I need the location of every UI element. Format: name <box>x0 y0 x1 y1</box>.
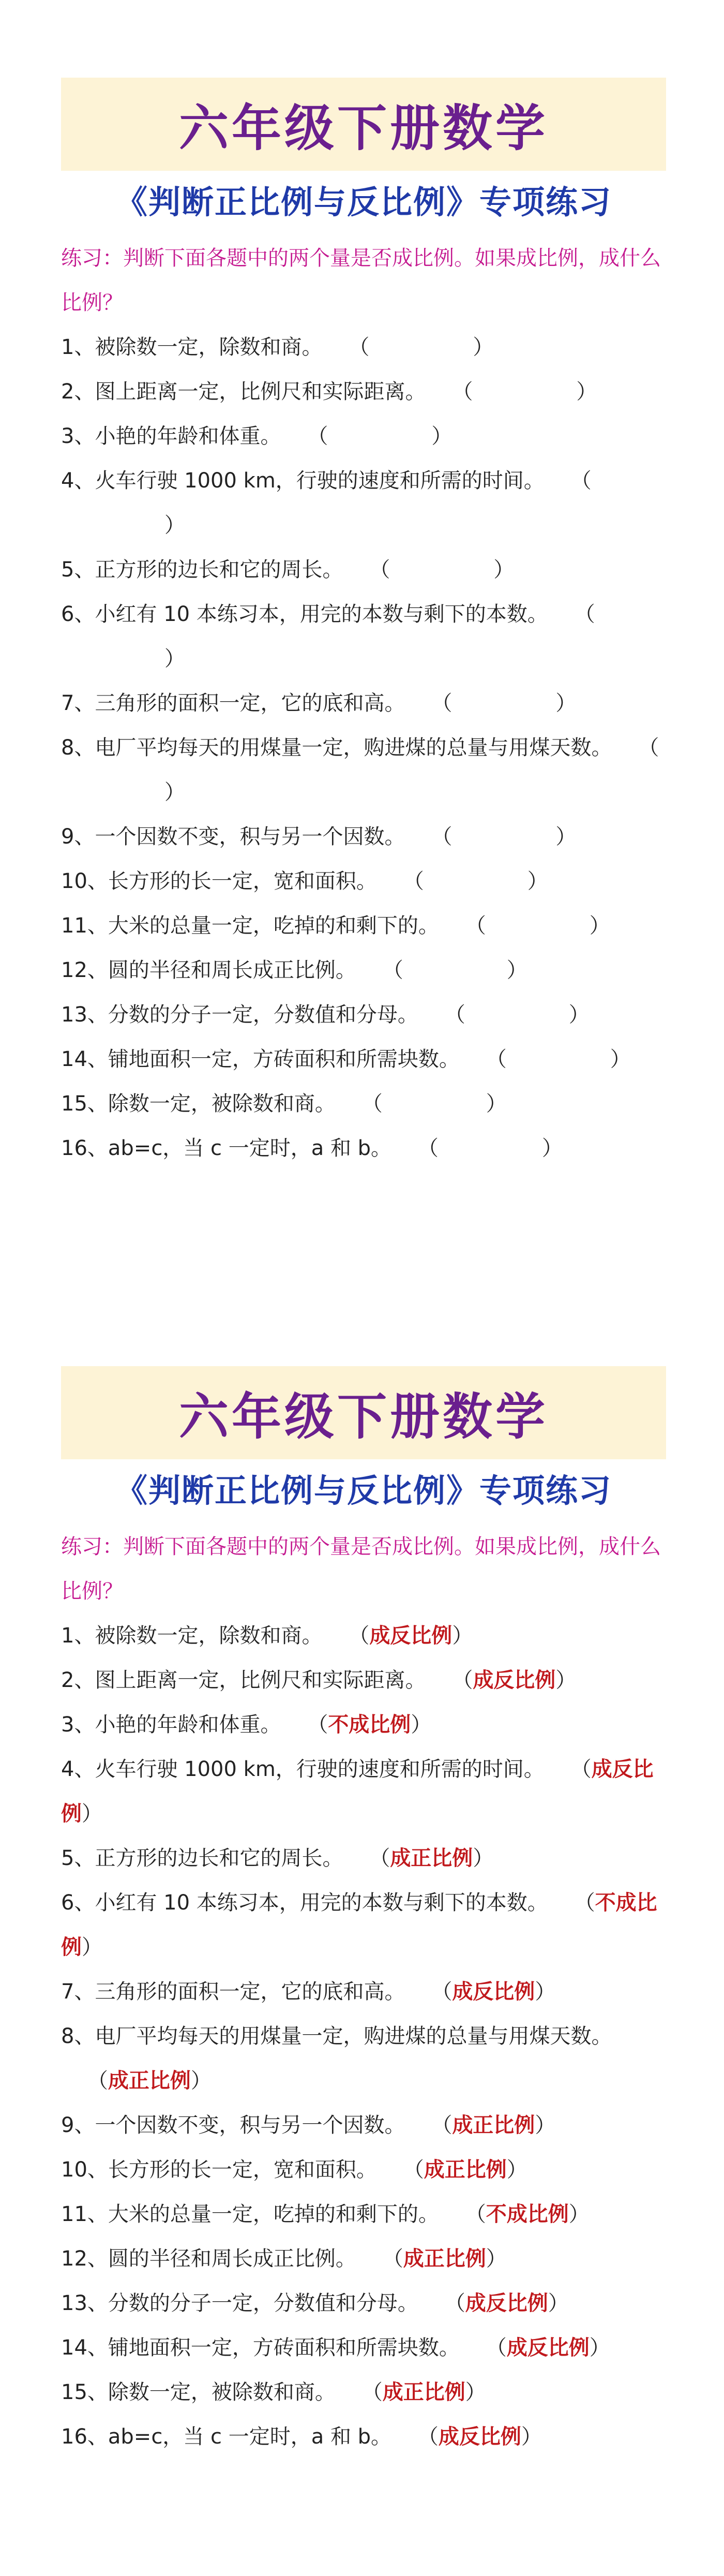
subtitle: 《判断正比例与反比例》专项练习 <box>115 183 612 221</box>
answer-bracket-open: （ <box>570 1757 592 1781</box>
question-item <box>61 726 666 815</box>
question-item <box>61 2148 666 2192</box>
answer-blank: 不成比例 <box>328 1713 411 1737</box>
answer-bracket-close: ） <box>465 2380 486 2404</box>
question-item <box>61 2237 666 2281</box>
instruction: 练习：判断下面各题中的两个量是否成比例。如果成比例，成什么比例？ <box>61 1535 661 1603</box>
question-text: 1、被除数一定，除数和商。 <box>61 1624 323 1648</box>
question-text: 15、除数一定，被除数和商。 <box>61 2380 336 2404</box>
answer-blank: 成反比例 <box>438 2425 521 2449</box>
answer-blank: 成反比例 <box>465 2291 548 2315</box>
answer-bracket-open: （ <box>361 1092 383 1116</box>
question-text: 4、火车行驶 1000 km，行驶的速度和所需的时间。 <box>61 469 545 493</box>
answer-bracket-open: （ <box>486 1047 507 1071</box>
answer-bracket-close: ） <box>486 1092 507 1116</box>
question-item <box>61 458 666 547</box>
question-text: 16、ab=c，当 c 一定时，a 和 b。 <box>61 1136 392 1160</box>
question-text: 2、图上距离一定，比例尺和实际距离。 <box>61 1668 426 1692</box>
answer-bracket-close: ） <box>555 825 577 849</box>
answer-bracket-open: （ <box>361 2380 383 2404</box>
question-text: 9、一个因数不变，积与另一个因数。 <box>61 825 405 849</box>
answer-bracket-close: ） <box>164 780 185 804</box>
answer-bracket-close: ） <box>493 558 515 582</box>
answer-bracket-open: （ <box>307 1713 328 1737</box>
question-text: 8、电厂平均每天的用煤量一定，购进煤的总量与用煤天数。 <box>61 2024 612 2048</box>
question-item <box>61 681 666 726</box>
answer-bracket-close: ） <box>555 1668 577 1692</box>
answer-bracket-close: ） <box>82 1935 102 1959</box>
answer-bracket-open: （ <box>382 2247 403 2271</box>
answer-bracket-open: （ <box>574 602 595 626</box>
question-item <box>61 2014 666 2103</box>
answer-blank: 成正比例 <box>452 2113 535 2137</box>
main-title: 六年级下册数学 <box>179 99 548 157</box>
question-item <box>61 2192 666 2237</box>
answer-bracket-close: ） <box>452 1624 473 1648</box>
answer-bracket-open: （ <box>382 958 403 982</box>
question-text: 1、被除数一定，除数和商。 <box>61 335 323 359</box>
question-list <box>61 325 666 1171</box>
question-item <box>61 1747 666 1836</box>
answer-bracket-close: ） <box>190 2069 212 2093</box>
answer-blank: 不成比例 <box>486 2202 569 2226</box>
answer-bracket-close: ） <box>568 1003 590 1027</box>
answer-blank: 成正比例 <box>108 2069 191 2093</box>
answer-bracket-close: ） <box>535 1980 556 2004</box>
answer-bracket-open: （ <box>444 1003 465 1027</box>
question-text: 13、分数的分子一定，分数值和分母。 <box>61 1003 418 1027</box>
question-item <box>61 1082 666 1126</box>
answer-bracket-close: ） <box>164 513 185 537</box>
question-item <box>61 859 666 904</box>
answer-bracket-close: ） <box>473 1846 494 1870</box>
instruction: 练习：判断下面各题中的两个量是否成比例。如果成比例，成什么比例？ <box>61 246 661 315</box>
answer-bracket-close: ） <box>527 869 548 893</box>
answer-bracket-close: ） <box>568 2202 590 2226</box>
answer-bracket-close: ） <box>589 914 610 938</box>
question-text: 3、小艳的年龄和体重。 <box>61 424 281 448</box>
question-item <box>61 1836 666 1881</box>
question-item <box>61 815 666 859</box>
answer-blank: 成反比例 <box>473 1668 556 1692</box>
answer-bracket-open: （ <box>638 736 659 760</box>
main-title: 六年级下册数学 <box>179 1387 548 1446</box>
question-text: 15、除数一定，被除数和商。 <box>61 1092 336 1116</box>
answer-bracket-open: （ <box>369 1846 390 1870</box>
question-text: 7、三角形的面积一定，它的底和高。 <box>61 691 405 715</box>
answer-bracket-close: ） <box>541 1136 563 1160</box>
answer-bracket-open: （ <box>452 380 473 404</box>
answer-bracket-open: （ <box>417 1136 439 1160</box>
question-text: 11、大米的总量一定，吃掉的和剩下的。 <box>61 914 439 938</box>
question-item <box>61 2415 666 2459</box>
answer-bracket-open: （ <box>349 1624 370 1648</box>
question-item <box>61 948 666 993</box>
answer-bracket-close: ） <box>610 1047 631 1071</box>
answer-bracket-open: （ <box>431 1980 452 2004</box>
worksheet-blank <box>61 78 666 1171</box>
answer-bracket-close: ） <box>82 1802 102 1826</box>
question-text: 5、正方形的边长和它的周长。 <box>61 558 343 582</box>
answer-blank: 成反比例 <box>452 1980 535 2004</box>
answer-bracket-open: （ <box>465 914 486 938</box>
answer-bracket-close: ） <box>506 958 527 982</box>
question-item <box>61 1613 666 1658</box>
question-text: 12、圆的半径和周长成正比例。 <box>61 958 356 982</box>
question-text: 3、小艳的年龄和体重。 <box>61 1713 281 1737</box>
answer-bracket-close: ） <box>576 380 597 404</box>
answer-bracket-open: （ <box>403 2158 424 2182</box>
answer-bracket-open: （ <box>570 469 592 493</box>
question-text: 16、ab=c，当 c 一定时，a 和 b。 <box>61 2425 392 2449</box>
answer-bracket-close: ） <box>473 335 494 359</box>
answer-blank: 不成比例 <box>61 1891 657 1959</box>
question-item <box>61 414 666 458</box>
answer-bracket-open: （ <box>431 2113 452 2137</box>
answer-bracket-open: （ <box>444 2291 465 2315</box>
question-text: 6、小红有 10 本练习本，用完的本数与剩下的本数。 <box>61 602 548 626</box>
question-item <box>61 1702 666 1747</box>
question-item <box>61 1658 666 1702</box>
question-item <box>61 325 666 369</box>
answer-bracket-close: ） <box>521 2425 542 2449</box>
subtitle: 《判断正比例与反比例》专项练习 <box>115 1472 612 1509</box>
answer-bracket-open: （ <box>403 869 424 893</box>
question-text: 6、小红有 10 本练习本，用完的本数与剩下的本数。 <box>61 1891 548 1915</box>
question-text: 8、电厂平均每天的用煤量一定，购进煤的总量与用煤天数。 <box>61 736 612 760</box>
question-text: 14、铺地面积一定，方砖面积和所需块数。 <box>61 2336 460 2360</box>
question-list <box>61 1613 666 2459</box>
question-item <box>61 592 666 681</box>
answer-bracket-open: （ <box>431 691 452 715</box>
question-text: 10、长方形的长一定，宽和面积。 <box>61 869 377 893</box>
answer-blank: 成正比例 <box>390 1846 473 1870</box>
question-text: 13、分数的分子一定，分数值和分母。 <box>61 2291 418 2315</box>
answer-bracket-close: ） <box>555 691 577 715</box>
question-text: 5、正方形的边长和它的周长。 <box>61 1846 343 1870</box>
answer-blank: 成反比例 <box>61 1757 654 1826</box>
answer-bracket-open: （ <box>307 424 328 448</box>
question-item <box>61 547 666 592</box>
question-item <box>61 2370 666 2415</box>
answer-blank: 成反比例 <box>506 2336 590 2360</box>
answer-bracket-close: ） <box>411 1713 432 1737</box>
answer-bracket-open: （ <box>87 2069 108 2093</box>
question-text: 2、图上距离一定，比例尺和实际距离。 <box>61 380 426 404</box>
question-item <box>61 2103 666 2148</box>
answer-blank: 成正比例 <box>403 2247 486 2271</box>
question-item <box>61 2281 666 2326</box>
question-item <box>61 993 666 1037</box>
answer-bracket-open: （ <box>369 558 390 582</box>
worksheet-answers <box>61 1366 666 2459</box>
title-band <box>61 78 666 171</box>
answer-bracket-open: （ <box>431 825 452 849</box>
answer-bracket-close: ） <box>431 424 452 448</box>
question-item <box>61 369 666 414</box>
answer-blank: 成正比例 <box>424 2158 507 2182</box>
answer-bracket-open: （ <box>465 2202 486 2226</box>
question-item <box>61 1970 666 2014</box>
question-text: 12、圆的半径和周长成正比例。 <box>61 2247 356 2271</box>
answer-bracket-open: （ <box>486 2336 507 2360</box>
question-text: 11、大米的总量一定，吃掉的和剩下的。 <box>61 2202 439 2226</box>
question-text: 14、铺地面积一定，方砖面积和所需块数。 <box>61 1047 460 1071</box>
question-item <box>61 2326 666 2370</box>
question-text: 7、三角形的面积一定，它的底和高。 <box>61 1980 405 2004</box>
answer-bracket-close: ） <box>486 2247 507 2271</box>
answer-bracket-close: ） <box>164 647 185 671</box>
question-item <box>61 1126 666 1171</box>
answer-blank: 成反比例 <box>369 1624 452 1648</box>
answer-bracket-open: （ <box>349 335 370 359</box>
answer-bracket-open: （ <box>574 1891 595 1915</box>
question-item <box>61 904 666 948</box>
answer-bracket-close: ） <box>548 2291 569 2315</box>
answer-bracket-open: （ <box>452 1668 473 1692</box>
question-text: 4、火车行驶 1000 km，行驶的速度和所需的时间。 <box>61 1757 545 1781</box>
title-band <box>61 1366 666 1459</box>
question-text: 10、长方形的长一定，宽和面积。 <box>61 2158 377 2182</box>
question-text: 9、一个因数不变，积与另一个因数。 <box>61 2113 405 2137</box>
answer-bracket-close: ） <box>589 2336 610 2360</box>
answer-bracket-close: ） <box>535 2113 556 2137</box>
question-item <box>61 1881 666 1970</box>
answer-blank: 成正比例 <box>382 2380 465 2404</box>
question-item <box>61 1037 666 1082</box>
answer-bracket-open: （ <box>417 2425 439 2449</box>
answer-bracket-close: ） <box>506 2158 527 2182</box>
